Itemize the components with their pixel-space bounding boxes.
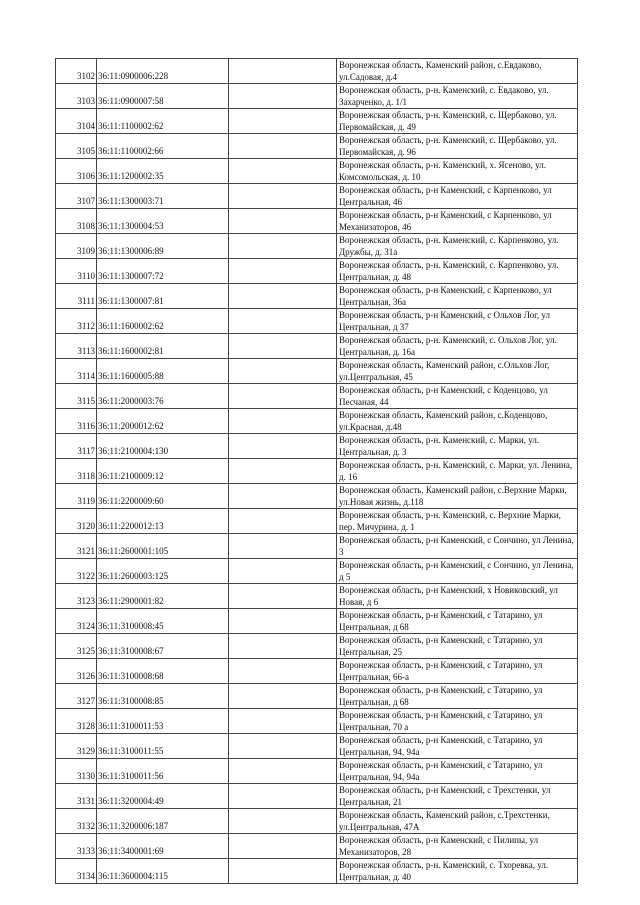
empty-cell bbox=[229, 534, 337, 559]
cadastral-number-cell: 36:11:1300006:89 bbox=[97, 234, 229, 259]
table-row bbox=[56, 834, 578, 859]
row-number-cell: 3121 bbox=[56, 534, 97, 559]
empty-cell bbox=[229, 284, 337, 309]
table-row bbox=[56, 659, 578, 684]
row-number-cell: 3104 bbox=[56, 109, 97, 134]
row-number-cell: 3128 bbox=[56, 709, 97, 734]
cadastral-number-cell: 36:11:0900006:228 bbox=[97, 59, 229, 84]
table-row bbox=[56, 159, 578, 184]
empty-cell bbox=[229, 684, 337, 709]
row-number-cell: 3126 bbox=[56, 659, 97, 684]
address-cell: Воронежская область, Каменский район, с.Евдаково, ул.Садовая, д.4 bbox=[337, 59, 578, 84]
row-number-cell: 3114 bbox=[56, 359, 97, 384]
cadastral-number-cell: 36:11:2100009:12 bbox=[97, 459, 229, 484]
empty-cell bbox=[229, 709, 337, 734]
row-number-cell: 3103 bbox=[56, 84, 97, 109]
empty-cell bbox=[229, 309, 337, 334]
table-row bbox=[56, 484, 578, 509]
cadastral-number-cell: 36:11:1300003:71 bbox=[97, 184, 229, 209]
row-number-cell: 3132 bbox=[56, 809, 97, 834]
empty-cell bbox=[229, 234, 337, 259]
empty-cell bbox=[229, 559, 337, 584]
empty-cell bbox=[229, 784, 337, 809]
table-row bbox=[56, 509, 578, 534]
empty-cell bbox=[229, 459, 337, 484]
empty-cell bbox=[229, 59, 337, 84]
address-cell: Воронежская область, р-н Каменский, с Карпенково, ул Центральная, 46 bbox=[337, 184, 578, 209]
address-cell: Воронежская область, р-н Каменский, с Коденцово, ул Песчаная, 44 bbox=[337, 384, 578, 409]
cadastral-number-cell: 36:11:1300007:81 bbox=[97, 284, 229, 309]
address-cell: Воронежская область, р-н Каменский, с Пилипы, ул Механизаторов, 28 bbox=[337, 834, 578, 859]
address-cell: Воронежская область, р-н Каменский, с Карпенково, ул Центральная, 36а bbox=[337, 284, 578, 309]
table-row bbox=[56, 409, 578, 434]
row-number-cell: 3117 bbox=[56, 434, 97, 459]
address-cell: Воронежская область, р-н Каменский, с Сончино, ул Ленина, д 5 bbox=[337, 559, 578, 584]
row-number-cell: 3115 bbox=[56, 384, 97, 409]
address-cell: Воронежская область, р-н. Каменский, с. Марки, ул. Центральная, д. 3 bbox=[337, 434, 578, 459]
address-cell: Воронежская область, р-н Каменский, с Сончино, ул Ленина, 3 bbox=[337, 534, 578, 559]
row-number-cell: 3125 bbox=[56, 634, 97, 659]
empty-cell bbox=[229, 259, 337, 284]
table-row bbox=[56, 459, 578, 484]
cadastral-number-cell: 36:11:1600005:88 bbox=[97, 359, 229, 384]
cadastral-number-cell: 36:11:3400001:69 bbox=[97, 834, 229, 859]
row-number-cell: 3111 bbox=[56, 284, 97, 309]
address-cell: Воронежская область, р-н Каменский, с Татарино, ул Центральная, 70 а bbox=[337, 709, 578, 734]
empty-cell bbox=[229, 184, 337, 209]
empty-cell bbox=[229, 159, 337, 184]
row-number-cell: 3113 bbox=[56, 334, 97, 359]
empty-cell bbox=[229, 384, 337, 409]
address-cell: Воронежская область, р-н. Каменский, с. Щербаково, ул. Первомайская, д. 49 bbox=[337, 109, 578, 134]
table-body bbox=[56, 59, 578, 884]
row-number-cell: 3110 bbox=[56, 259, 97, 284]
address-cell: Воронежская область, р-н Каменский, с Татарино, ул Центральная, 94, 94а bbox=[337, 759, 578, 784]
empty-cell bbox=[229, 584, 337, 609]
row-number-cell: 3122 bbox=[56, 559, 97, 584]
cadastral-number-cell: 36:11:2200009:60 bbox=[97, 484, 229, 509]
cadastral-number-cell: 36:11:3100011:56 bbox=[97, 759, 229, 784]
table-row bbox=[56, 59, 578, 84]
table-row bbox=[56, 684, 578, 709]
empty-cell bbox=[229, 809, 337, 834]
table-row bbox=[56, 359, 578, 384]
address-cell: Воронежская область, р-н. Каменский, с. Карпенково, ул. Центральная, д. 48 bbox=[337, 259, 578, 284]
cadastral-number-cell: 36:11:3600004:115 bbox=[97, 859, 229, 884]
table-row bbox=[56, 84, 578, 109]
row-number-cell: 3130 bbox=[56, 759, 97, 784]
row-number-cell: 3131 bbox=[56, 784, 97, 809]
cadastral-number-cell: 36:11:2100004:130 bbox=[97, 434, 229, 459]
empty-cell bbox=[229, 209, 337, 234]
address-cell: Воронежская область, р-н Каменский, с Татарино, ул Центральная, д 68 bbox=[337, 609, 578, 634]
table-row bbox=[56, 384, 578, 409]
empty-cell bbox=[229, 509, 337, 534]
row-number-cell: 3124 bbox=[56, 609, 97, 634]
empty-cell bbox=[229, 634, 337, 659]
empty-cell bbox=[229, 409, 337, 434]
row-number-cell: 3108 bbox=[56, 209, 97, 234]
address-cell: Воронежская область, р-н. Каменский, с. Евдаково, ул. Захарченко, д. 1/1 bbox=[337, 84, 578, 109]
empty-cell bbox=[229, 109, 337, 134]
table-row bbox=[56, 759, 578, 784]
address-cell: Воронежская область, Каменский район, с.Коденцово, ул.Красная, д.48 bbox=[337, 409, 578, 434]
table-row bbox=[56, 809, 578, 834]
row-number-cell: 3134 bbox=[56, 859, 97, 884]
cadastral-number-cell: 36:11:2200012:13 bbox=[97, 509, 229, 534]
cadastral-number-cell: 36:11:3100008:85 bbox=[97, 684, 229, 709]
cadastral-number-cell: 36:11:2600001:105 bbox=[97, 534, 229, 559]
empty-cell bbox=[229, 859, 337, 884]
address-cell: Воронежская область, р-н. Каменский, с. Ольхов Лог, ул. Центральная, д. 16а bbox=[337, 334, 578, 359]
address-cell: Воронежская область, р-н Каменский, с Карпенково, ул Механизаторов, 46 bbox=[337, 209, 578, 234]
row-number-cell: 3123 bbox=[56, 584, 97, 609]
cadastral-number-cell: 36:11:3100008:68 bbox=[97, 659, 229, 684]
empty-cell bbox=[229, 434, 337, 459]
row-number-cell: 3107 bbox=[56, 184, 97, 209]
table-row bbox=[56, 784, 578, 809]
empty-cell bbox=[229, 359, 337, 384]
property-register-table bbox=[55, 58, 578, 884]
cadastral-number-cell: 36:11:2000003:76 bbox=[97, 384, 229, 409]
row-number-cell: 3133 bbox=[56, 834, 97, 859]
address-cell: Воронежская область, р-н Каменский, с Ольхов Лог, ул Центральная, д 37 bbox=[337, 309, 578, 334]
cadastral-number-cell: 36:11:1300007:72 bbox=[97, 259, 229, 284]
cadastral-number-cell: 36:11:3100011:53 bbox=[97, 709, 229, 734]
table-row bbox=[56, 559, 578, 584]
cadastral-number-cell: 36:11:1200002:35 bbox=[97, 159, 229, 184]
row-number-cell: 3105 bbox=[56, 134, 97, 159]
cadastral-number-cell: 36:11:3100008:45 bbox=[97, 609, 229, 634]
table-row bbox=[56, 309, 578, 334]
row-number-cell: 3112 bbox=[56, 309, 97, 334]
empty-cell bbox=[229, 659, 337, 684]
table-row bbox=[56, 584, 578, 609]
empty-cell bbox=[229, 84, 337, 109]
table-row bbox=[56, 284, 578, 309]
row-number-cell: 3116 bbox=[56, 409, 97, 434]
cadastral-number-cell: 36:11:2600003:125 bbox=[97, 559, 229, 584]
address-cell: Воронежская область, р-н. Каменский, с. Щербаково, ул. Первомайская, д. 96 bbox=[337, 134, 578, 159]
empty-cell bbox=[229, 334, 337, 359]
address-cell: Воронежская область, р-н. Каменский, с. Тхоревка, ул. Центральная, д. 40 bbox=[337, 859, 578, 884]
empty-cell bbox=[229, 834, 337, 859]
row-number-cell: 3119 bbox=[56, 484, 97, 509]
row-number-cell: 3106 bbox=[56, 159, 97, 184]
address-cell: Воронежская область, р-н Каменский, с Татарино, ул Центральная, 66-а bbox=[337, 659, 578, 684]
address-cell: Воронежская область, р-н. Каменский, с. Верхние Марки, пер. Мичурина, д. 1 bbox=[337, 509, 578, 534]
row-number-cell: 3120 bbox=[56, 509, 97, 534]
address-cell: Воронежская область, р-н Каменский, с Татарино, ул Центральная, д 68 bbox=[337, 684, 578, 709]
table-row bbox=[56, 534, 578, 559]
address-cell: Воронежская область, р-н. Каменский, с. Карпенково, ул. Дружбы, д. 31а bbox=[337, 234, 578, 259]
row-number-cell: 3102 bbox=[56, 59, 97, 84]
cadastral-number-cell: 36:11:1600002:81 bbox=[97, 334, 229, 359]
address-cell: Воронежская область, Каменский район, с.Ольхов Лог, ул.Центральная, 45 bbox=[337, 359, 578, 384]
cadastral-number-cell: 36:11:1100002:62 bbox=[97, 109, 229, 134]
address-cell: Воронежская область, р-н Каменский, с Трехстенки, ул Центральная, 21 bbox=[337, 784, 578, 809]
address-cell: Воронежская область, р-н Каменский, х Новиковский, ул Новая, д 6 bbox=[337, 584, 578, 609]
cadastral-number-cell: 36:11:0900007:58 bbox=[97, 84, 229, 109]
address-cell: Воронежская область, р-н. Каменский, х. Ясеново, ул. Комсомольская, д. 10 bbox=[337, 159, 578, 184]
cadastral-number-cell: 36:11:1300004:53 bbox=[97, 209, 229, 234]
cadastral-number-cell: 36:11:2900001:82 bbox=[97, 584, 229, 609]
address-cell: Воронежская область, р-н Каменский, с Татарино, ул Центральная, 94, 94а bbox=[337, 734, 578, 759]
cadastral-number-cell: 36:11:3100011:55 bbox=[97, 734, 229, 759]
cadastral-number-cell: 36:11:2000012:62 bbox=[97, 409, 229, 434]
table-row bbox=[56, 209, 578, 234]
address-cell: Воронежская область, р-н Каменский, с Татарино, ул Центральная, 25 bbox=[337, 634, 578, 659]
table-row bbox=[56, 709, 578, 734]
table-row bbox=[56, 134, 578, 159]
empty-cell bbox=[229, 609, 337, 634]
cadastral-number-cell: 36:11:3100008:67 bbox=[97, 634, 229, 659]
table-row bbox=[56, 734, 578, 759]
empty-cell bbox=[229, 734, 337, 759]
cadastral-number-cell: 36:11:3200006:187 bbox=[97, 809, 229, 834]
table-row bbox=[56, 234, 578, 259]
row-number-cell: 3118 bbox=[56, 459, 97, 484]
row-number-cell: 3129 bbox=[56, 734, 97, 759]
address-cell: Воронежская область, Каменский район, с.Верхние Марки, ул.Новая жизнь, д.118 bbox=[337, 484, 578, 509]
table-row bbox=[56, 259, 578, 284]
table-row bbox=[56, 334, 578, 359]
table-row bbox=[56, 184, 578, 209]
table-row bbox=[56, 434, 578, 459]
cadastral-number-cell: 36:11:3200004:49 bbox=[97, 784, 229, 809]
address-cell: Воронежская область, Каменский район, с.Трехстенки, ул.Центральная, 47А bbox=[337, 809, 578, 834]
row-number-cell: 3127 bbox=[56, 684, 97, 709]
cadastral-number-cell: 36:11:1600002:62 bbox=[97, 309, 229, 334]
table-row bbox=[56, 859, 578, 884]
empty-cell bbox=[229, 484, 337, 509]
table-row bbox=[56, 109, 578, 134]
table-row bbox=[56, 634, 578, 659]
address-cell: Воронежская область, р-н. Каменский, с. Марки, ул. Ленина, д. 16 bbox=[337, 459, 578, 484]
row-number-cell: 3109 bbox=[56, 234, 97, 259]
cadastral-number-cell: 36:11:1100002:66 bbox=[97, 134, 229, 159]
empty-cell bbox=[229, 134, 337, 159]
empty-cell bbox=[229, 759, 337, 784]
table-row bbox=[56, 609, 578, 634]
